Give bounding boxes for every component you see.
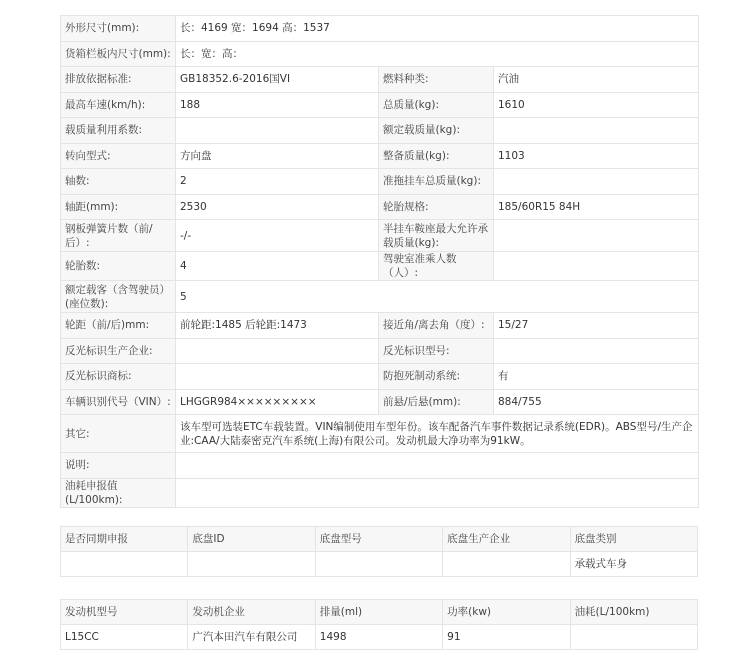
- abs-label: 防抱死制动系统:: [379, 364, 494, 390]
- table-cell: 1498: [315, 625, 442, 650]
- fuel-type-value: 汽油: [494, 67, 699, 93]
- table-row: [61, 16, 699, 42]
- semi-saddle-value: [494, 220, 699, 252]
- track-width-value: 前轮距:1485 后轮距:1473: [176, 313, 379, 339]
- column-header: 底盘ID: [188, 527, 315, 552]
- cargo-dimensions-value: 长：宽：高：: [176, 41, 699, 67]
- emission-standard-label: 排放依据标准:: [61, 67, 176, 93]
- table-row: [61, 415, 699, 453]
- total-mass-label: 总质量(kg):: [379, 92, 494, 118]
- leaf-springs-value: -/-: [176, 220, 379, 252]
- engine-table: [60, 599, 698, 650]
- cargo-dimensions-label: 货箱栏板内尺寸(mm):: [61, 41, 176, 67]
- seats-value: 5: [176, 281, 699, 313]
- table-row: [61, 252, 699, 281]
- table-row: [61, 625, 698, 650]
- cab-passengers-value: [494, 252, 699, 281]
- rated-load-label: 额定载质量(kg):: [379, 118, 494, 144]
- table-row: [61, 41, 699, 67]
- table-row: [61, 143, 699, 169]
- column-header: 底盘生产企业: [443, 527, 570, 552]
- table-cell: [315, 552, 442, 577]
- notes-value: [176, 453, 699, 479]
- table-cell: 承载式车身: [570, 552, 697, 577]
- rated-load-value: [494, 118, 699, 144]
- column-header: 功率(kw): [443, 600, 570, 625]
- dimensions-value: 长：4169 宽：1694 高：1537: [176, 16, 699, 42]
- curb-mass-value: 1103: [494, 143, 699, 169]
- load-utilization-value: [176, 118, 379, 144]
- table-cell: 91: [443, 625, 570, 650]
- axles-label: 轴数:: [61, 169, 176, 195]
- total-mass-value: 1610: [494, 92, 699, 118]
- table-row: [61, 313, 699, 339]
- table-row: [61, 194, 699, 220]
- tire-spec-value: 185/60R15 84H: [494, 194, 699, 220]
- cab-passengers-label: 驾驶室准乘人数（人）:: [379, 252, 494, 281]
- leaf-springs-label: 钢板弹簧片数（前/后）:: [61, 220, 176, 252]
- vehicle-spec-table: [60, 15, 699, 508]
- overhang-value: 884/755: [494, 389, 699, 415]
- reflector-brand-label: 反光标识商标:: [61, 364, 176, 390]
- column-header: 是否同期申报: [61, 527, 188, 552]
- load-utilization-label: 载质量利用系数:: [61, 118, 176, 144]
- emission-standard-value: GB18352.6-2016国VI: [176, 67, 379, 93]
- table-cell: 广汽本田汽车有限公司: [188, 625, 315, 650]
- seats-label: 额定载客（含驾驶员）(座位数):: [61, 281, 176, 313]
- reflector-model-label: 反光标识型号:: [379, 338, 494, 364]
- curb-mass-label: 整备质量(kg):: [379, 143, 494, 169]
- wheelbase-value: 2530: [176, 194, 379, 220]
- chassis-table: [60, 526, 698, 577]
- steering-value: 方向盘: [176, 143, 379, 169]
- table-cell: [61, 552, 188, 577]
- fuel-type-label: 燃料种类:: [379, 67, 494, 93]
- column-header: 排量(ml): [315, 600, 442, 625]
- semi-saddle-label: 半挂车鞍座最大允许承载质量(kg):: [379, 220, 494, 252]
- other-label: 其它:: [61, 415, 176, 453]
- table-header-row: [61, 527, 698, 552]
- table-cell: [188, 552, 315, 577]
- table-cell: [443, 552, 570, 577]
- column-header: 底盘类别: [570, 527, 697, 552]
- tire-spec-label: 轮胎规格:: [379, 194, 494, 220]
- table-cell: L15CC: [61, 625, 188, 650]
- table-row: [61, 169, 699, 195]
- track-width-label: 轮距（前/后)mm:: [61, 313, 176, 339]
- other-value: 该车型可选装ETC车载装置。VIN编制使用车型年份。该车配备汽车事件数据记录系统(EDR)。ABS型号/生产企业:CAA/大陆泰密克汽车系统(上海)有限公司。发动机最大净功率为91kW。: [176, 415, 699, 453]
- wheelbase-label: 轴距(mm):: [61, 194, 176, 220]
- table-row: [61, 364, 699, 390]
- reflector-manufacturer-value: [176, 338, 379, 364]
- reflector-manufacturer-label: 反光标识生产企业:: [61, 338, 176, 364]
- tire-count-label: 轮胎数:: [61, 252, 176, 281]
- column-header: 油耗(L/100km): [570, 600, 697, 625]
- table-row: [61, 281, 699, 313]
- abs-value: 有: [494, 364, 699, 390]
- reflector-model-value: [494, 338, 699, 364]
- reflector-brand-value: [176, 364, 379, 390]
- table-header-row: [61, 600, 698, 625]
- table-row: [61, 118, 699, 144]
- approach-departure-value: 15/27: [494, 313, 699, 339]
- table-row: [61, 92, 699, 118]
- overhang-label: 前悬/后悬(mm):: [379, 389, 494, 415]
- table-row: [61, 67, 699, 93]
- table-row: [61, 478, 699, 507]
- max-speed-value: 188: [176, 92, 379, 118]
- table-row: [61, 552, 698, 577]
- trailer-mass-value: [494, 169, 699, 195]
- steering-label: 转向型式:: [61, 143, 176, 169]
- column-header: 底盘型号: [315, 527, 442, 552]
- vin-label: 车辆识别代号（VIN）:: [61, 389, 176, 415]
- axles-value: 2: [176, 169, 379, 195]
- column-header: 发动机型号: [61, 600, 188, 625]
- table-row: [61, 338, 699, 364]
- table-row: [61, 389, 699, 415]
- tire-count-value: 4: [176, 252, 379, 281]
- max-speed-label: 最高车速(km/h):: [61, 92, 176, 118]
- dimensions-label: 外形尺寸(mm):: [61, 16, 176, 42]
- table-cell: [570, 625, 697, 650]
- trailer-mass-label: 准拖挂车总质量(kg):: [379, 169, 494, 195]
- table-row: [61, 220, 699, 252]
- notes-label: 说明:: [61, 453, 176, 479]
- column-header: 发动机企业: [188, 600, 315, 625]
- fuel-consumption-label: 油耗申报值(L/100km):: [61, 478, 176, 507]
- table-row: [61, 453, 699, 479]
- fuel-consumption-value: [176, 478, 699, 507]
- approach-departure-label: 接近角/离去角（度）:: [379, 313, 494, 339]
- vin-value: LHGGR984×××××××××: [176, 389, 379, 415]
